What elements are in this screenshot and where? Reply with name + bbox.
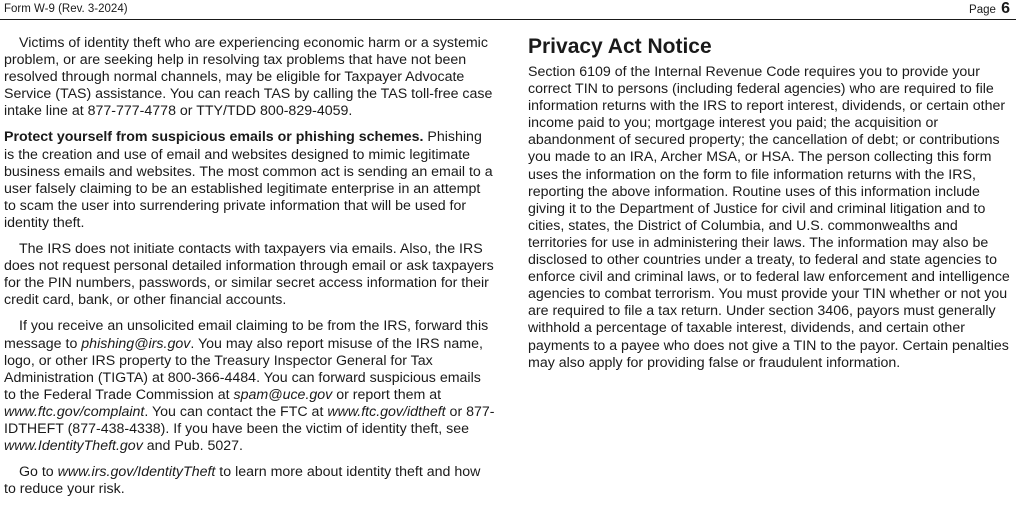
phishing-heading: Protect yourself from suspicious emails or phishing schemes. (4, 129, 424, 146)
page-header (0, 0, 1016, 20)
ftc-idtheft-link: www.ftc.gov/idtheft (327, 403, 446, 420)
report-text-4: . You can contact the FTC at (144, 403, 328, 420)
taxpayer-advocate-paragraph: Victims of identity theft who are experiencing economic harm or a systemic problem, or are seeking help in resolving tax problems that have not been resolved through normal channels, may be eligible for Taxpayer Advocate Service (TAS) assistance. You can reach TAS by calling the TAS toll-free case intake line at 877-777-4778 or TTY/TDD 800-829-4059. (4, 35, 493, 120)
form-label: Form W-9 (Rev. 3-2024) (4, 3, 128, 15)
report-text-1: If you receive an unsolicited email claiming to be from the IRS, forward this message to (4, 318, 489, 352)
irs-contact-paragraph: The IRS does not initiate contacts with taxpayers via emails. Also, the IRS does not request personal detailed information through email or ask taxpayers for the PIN numbers, passwords, or similar secret access information for their credit card, bank, or other financial accounts. (4, 241, 494, 309)
page-number-label (969, 0, 1010, 19)
report-text-2: . You may also report misuse of the IRS name, logo, or other IRS property to the Treasury Inspector General for Tax Administration (TIGTA) at 800-366-4484. You can forward suspicious emails to the Federal Trade Commission at (4, 335, 483, 403)
privacy-act-body: Section 6109 of the Internal Revenue Code requires you to provide your correct TIN to persons (including federal agencies) who are required to file information returns with the IRS to report interest, dividends, or certain other income paid to you; mortgage interest you paid; the acquisition or abandonment of secured property; the cancellation of debt; or contributions you made to an IRA, Archer MSA, or HSA. The person collecting this form uses the information on the form to file information returns with the IRS, reporting the above information. Routine uses of this information include giving it to the Department of Justice for civil and criminal litigation and to cities, states, the District of Columbia, and U.S. commonwealths and territories for use in administering their laws. The information may also be disclosed to other countries under a treaty, to federal and state agencies to enforce civil and criminal laws, or to federal law enforcement and intelligence agencies to combat terrorism. You must provide your TIN whether or not you are required to file a tax return. Under section 3406, payors must generally withhold a percentage of taxable interest, dividends, and certain other payments to a payee who does not give a TIN to the payor. Certain penalties may also apply for providing false or fraudulent information. (528, 64, 1010, 371)
right-column (528, 34, 1012, 372)
report-text-5: or 877-IDTHEFT (877-438-4338). If you have been the victim of identity theft, see (4, 403, 495, 437)
irs-identitytheft-link: www.irs.gov/IdentityTheft (57, 464, 216, 481)
phishing-paragraph (4, 129, 496, 232)
report-text-3: or report them at (332, 386, 442, 403)
privacy-act-title: Privacy Act Notice (528, 35, 712, 58)
learn-more-text-2: to learn more about identity theft and how to reduce your risk. (4, 464, 481, 498)
left-column (4, 35, 496, 498)
learn-more-paragraph (4, 464, 496, 498)
identitytheft-gov-link: www.IdentityTheft.gov (4, 438, 143, 455)
learn-more-text-1: Go to (19, 464, 58, 481)
page-prefix: Page (969, 4, 996, 16)
ftc-complaint-link: www.ftc.gov/complaint (4, 403, 145, 420)
report-phishing-paragraph (4, 318, 496, 455)
spam-email-link: spam@uce.gov (233, 386, 333, 403)
page-number: 6 (1001, 0, 1010, 17)
report-text-6: and Pub. 5027. (142, 438, 243, 455)
phishing-email-link: phishing@irs.gov (81, 335, 191, 352)
phishing-body: Phishing is the creation and use of email and websites designed to mimic legitimate business emails and websites. The most common act is sending an email to a user falsely claiming to be an established legitimate enterprise in an attempt to scam the user into surrendering private information that will be used for identity theft. (4, 129, 493, 231)
